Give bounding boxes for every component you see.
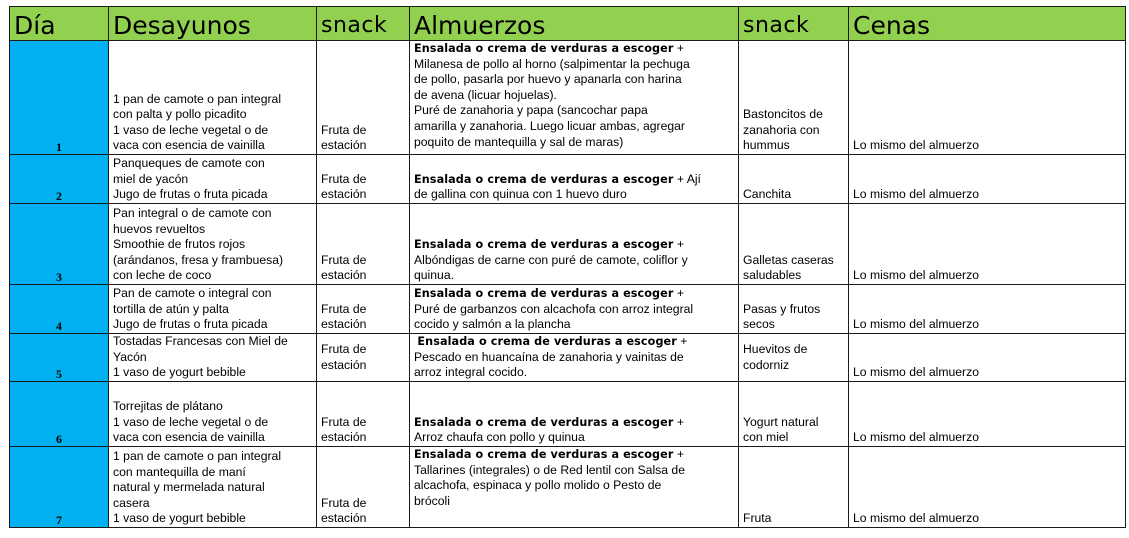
snack-morning-cell — [317, 41, 410, 155]
snack-afternoon-cell — [739, 334, 849, 382]
lunch-prefix-line — [414, 41, 734, 57]
breakfast-line: 1 vaso de leche vegetal o de — [113, 414, 269, 429]
table-row — [10, 334, 1126, 382]
snack-line: Fruta de — [321, 414, 367, 429]
lunch-line: Milanesa de pollo al horno (salpimentar la pechuga — [414, 56, 690, 71]
breakfast-line: Panqueques de camote con — [113, 156, 265, 171]
snack-line: estación — [321, 430, 367, 445]
snack-line: Fruta de — [321, 122, 367, 137]
snack-line: Fruta de — [321, 252, 367, 267]
day-number: 2 — [10, 155, 109, 204]
breakfast-line: Tostadas Francesas con Miel de — [113, 334, 288, 349]
breakfast-cell — [109, 334, 317, 382]
lunch-line: Pescado en huancaína de zanahoria y vainitas de — [414, 349, 684, 364]
dinner-cell — [849, 285, 1126, 334]
salad-prefix: Ensalada o crema de verduras a escoger — [414, 448, 674, 461]
day-number: 7 — [10, 447, 109, 528]
lunch-prefix-line — [414, 415, 734, 431]
table-row — [10, 382, 1126, 447]
breakfast-line: huevos revueltos — [113, 221, 206, 236]
snack-line: zanahoria con — [743, 122, 820, 137]
snack-line: Fruta de — [321, 171, 367, 186]
header-breakfast: Desayunos — [109, 7, 317, 41]
breakfast-line: vaca con esencia de vainilla — [113, 430, 265, 445]
dinner-cell — [849, 204, 1126, 285]
snack-line: Canchita — [743, 187, 792, 202]
lunch-line: Puré de garbanzos con alcachofa con arroz integral — [414, 301, 694, 316]
day-number: 5 — [10, 334, 109, 382]
lunch-cell — [410, 285, 739, 334]
breakfast-cell — [109, 204, 317, 285]
breakfast-cell — [109, 285, 317, 334]
salad-prefix: Ensalada o crema de verduras a escoger — [414, 42, 674, 55]
breakfast-line: (arándanos, fresa y frambuesa) — [113, 252, 284, 267]
snack-line: estación — [321, 187, 367, 202]
snack-afternoon-cell — [739, 204, 849, 285]
dinner-line: Lo mismo del almuerzo — [853, 511, 979, 526]
lunch-prefix-suffix: + — [673, 237, 684, 252]
lunch-prefix-suffix: + — [673, 414, 684, 429]
snack-afternoon-cell — [739, 382, 849, 447]
snack-line: Fruta de — [321, 301, 367, 316]
snack-line: Huevitos de — [743, 341, 808, 356]
dinner-cell — [849, 41, 1126, 155]
day-number: 1 — [10, 41, 109, 155]
snack-morning-cell — [317, 204, 410, 285]
header-snack-afternoon: snack — [739, 7, 849, 41]
lunch-prefix-line — [414, 172, 734, 188]
lunch-line: arroz integral cocido. — [414, 365, 528, 380]
breakfast-line: Smoothie de frutos rojos — [113, 237, 246, 252]
snack-line: codorniz — [743, 357, 790, 372]
breakfast-line: 1 vaso de leche vegetal o de — [113, 122, 269, 137]
breakfast-line: Pan integral o de camote con — [113, 206, 272, 221]
dinner-cell — [849, 447, 1126, 528]
snack-line: estación — [321, 138, 367, 153]
breakfast-line: 1 pan de camote o pan integral — [113, 91, 282, 106]
header-lunch: Almuerzos — [410, 7, 739, 41]
lunch-prefix-line — [414, 286, 734, 302]
lunch-prefix-suffix: + — [676, 334, 688, 349]
day-number: 4 — [10, 285, 109, 334]
lunch-line: brócoli — [414, 493, 450, 508]
snack-line: hummus — [743, 138, 790, 153]
weekly-meal-plan-table — [9, 6, 1126, 528]
salad-prefix: Ensalada o crema de verduras a escoger — [414, 287, 674, 301]
breakfast-cell — [109, 447, 317, 528]
lunch-line: Puré de zanahoria y papa (sancochar papa — [414, 103, 648, 118]
salad-prefix: Ensalada o crema de verduras a escoger — [414, 172, 674, 186]
snack-afternoon-cell — [739, 155, 849, 204]
snack-line: estación — [321, 357, 367, 372]
lunch-prefix-suffix: + Ají — [673, 171, 701, 186]
breakfast-line: con leche de coco — [113, 268, 212, 283]
snack-line: Yogurt natural — [743, 414, 819, 429]
lunch-line: Tallarines (integrales) o de Red lentil con Salsa de — [414, 462, 685, 477]
table-row — [10, 447, 1126, 528]
lunch-prefix-suffix: + — [673, 41, 684, 55]
lunch-prefix-suffix: + — [673, 447, 684, 461]
breakfast-line: Yacón — [113, 349, 147, 364]
dinner-line: Lo mismo del almuerzo — [853, 317, 979, 332]
breakfast-line: Jugo de frutas o fruta picada — [113, 317, 268, 332]
lunch-line: de avena (licuar hojuelas). — [414, 87, 557, 102]
lunch-prefix-line — [414, 334, 734, 350]
lunch-line: quinua. — [414, 268, 454, 283]
snack-morning-cell — [317, 447, 410, 528]
lunch-line: de pollo, pasarla por huevo y apanarla con harina — [414, 72, 682, 87]
table-row — [10, 41, 1126, 155]
dinner-line: Lo mismo del almuerzo — [853, 365, 979, 380]
breakfast-line: 1 pan de camote o pan integral — [113, 449, 282, 464]
day-number: 6 — [10, 382, 109, 447]
lunch-cell — [410, 447, 739, 528]
lunch-cell — [410, 155, 739, 204]
snack-morning-cell — [317, 382, 410, 447]
breakfast-line: miel de yacón — [113, 171, 189, 186]
breakfast-line: Pan de camote o integral con — [113, 286, 272, 301]
breakfast-line: casera — [113, 495, 150, 510]
breakfast-line: tortilla de atún y palta — [113, 301, 229, 316]
snack-line: Fruta — [743, 511, 772, 526]
header-day: Día — [10, 7, 109, 41]
snack-line: Fruta de — [321, 495, 367, 510]
snack-afternoon-cell — [739, 285, 849, 334]
breakfast-line: natural y mermelada natural — [113, 480, 265, 495]
breakfast-line: Torrejitas de plátano — [113, 399, 223, 414]
breakfast-cell — [109, 41, 317, 155]
snack-line: estación — [321, 268, 367, 283]
breakfast-line: 1 vaso de yogurt bebible — [113, 365, 246, 380]
lunch-cell — [410, 334, 739, 382]
snack-line: Fruta de — [321, 341, 367, 356]
dinner-cell — [849, 334, 1126, 382]
header-snack-morning: snack — [317, 7, 410, 41]
dinner-cell — [849, 155, 1126, 204]
lunch-prefix-suffix: + — [673, 286, 684, 301]
snack-line: saludables — [743, 268, 802, 283]
breakfast-line: Jugo de frutas o fruta picada — [113, 187, 268, 202]
table-row — [10, 285, 1126, 334]
lunch-line: Albóndigas de carne con puré de camote, coliflor y — [414, 252, 688, 267]
snack-line: Galletas caseras — [743, 252, 834, 267]
breakfast-line: vaca con esencia de vainilla — [113, 138, 265, 153]
snack-morning-cell — [317, 155, 410, 204]
lunch-line: cocido y salmón a la plancha — [414, 317, 571, 332]
snack-line: estación — [321, 511, 367, 526]
lunch-line: de gallina con quinua con 1 huevo duro — [414, 187, 627, 202]
snack-afternoon-cell — [739, 41, 849, 155]
salad-prefix: Ensalada o crema de verduras a escoger — [417, 335, 677, 349]
lunch-prefix-line — [414, 237, 734, 253]
day-number: 3 — [10, 204, 109, 285]
breakfast-line: 1 vaso de yogurt bebible — [113, 511, 246, 526]
lunch-prefix-line — [414, 447, 734, 463]
snack-morning-cell — [317, 334, 410, 382]
dinner-line: Lo mismo del almuerzo — [853, 187, 979, 202]
header-dinner: Cenas — [849, 7, 1126, 41]
dinner-line: Lo mismo del almuerzo — [853, 268, 979, 283]
breakfast-cell — [109, 382, 317, 447]
breakfast-line: con palta y pollo picadito — [113, 107, 247, 122]
header-row — [10, 7, 1126, 41]
snack-line: secos — [743, 317, 775, 332]
salad-prefix: Ensalada o crema de verduras a escoger — [414, 238, 674, 252]
table-row — [10, 204, 1126, 285]
snack-line: Bastoncitos de — [743, 107, 823, 122]
lunch-line: amarilla y zanahoria. Luego licuar ambas, agregar — [414, 118, 685, 133]
snack-line: con miel — [743, 430, 789, 445]
snack-morning-cell — [317, 285, 410, 334]
snack-line: Pasas y frutos — [743, 301, 821, 316]
snack-line: estación — [321, 317, 367, 332]
lunch-cell — [410, 204, 739, 285]
salad-prefix: Ensalada o crema de verduras a escoger — [414, 415, 674, 429]
table-row — [10, 155, 1126, 204]
breakfast-cell — [109, 155, 317, 204]
dinner-cell — [849, 382, 1126, 447]
dinner-line: Lo mismo del almuerzo — [853, 138, 979, 153]
lunch-line: alcachofa, espinaca y pollo molido o Pesto de — [414, 478, 662, 493]
lunch-line: Arroz chaufa con pollo y quinua — [414, 430, 585, 445]
lunch-cell — [410, 41, 739, 155]
breakfast-line: con mantequilla de maní — [113, 464, 246, 479]
snack-afternoon-cell — [739, 447, 849, 528]
lunch-line: poquito de mantequilla y sal de maras) — [414, 134, 624, 149]
dinner-line: Lo mismo del almuerzo — [853, 430, 979, 445]
lunch-cell — [410, 382, 739, 447]
